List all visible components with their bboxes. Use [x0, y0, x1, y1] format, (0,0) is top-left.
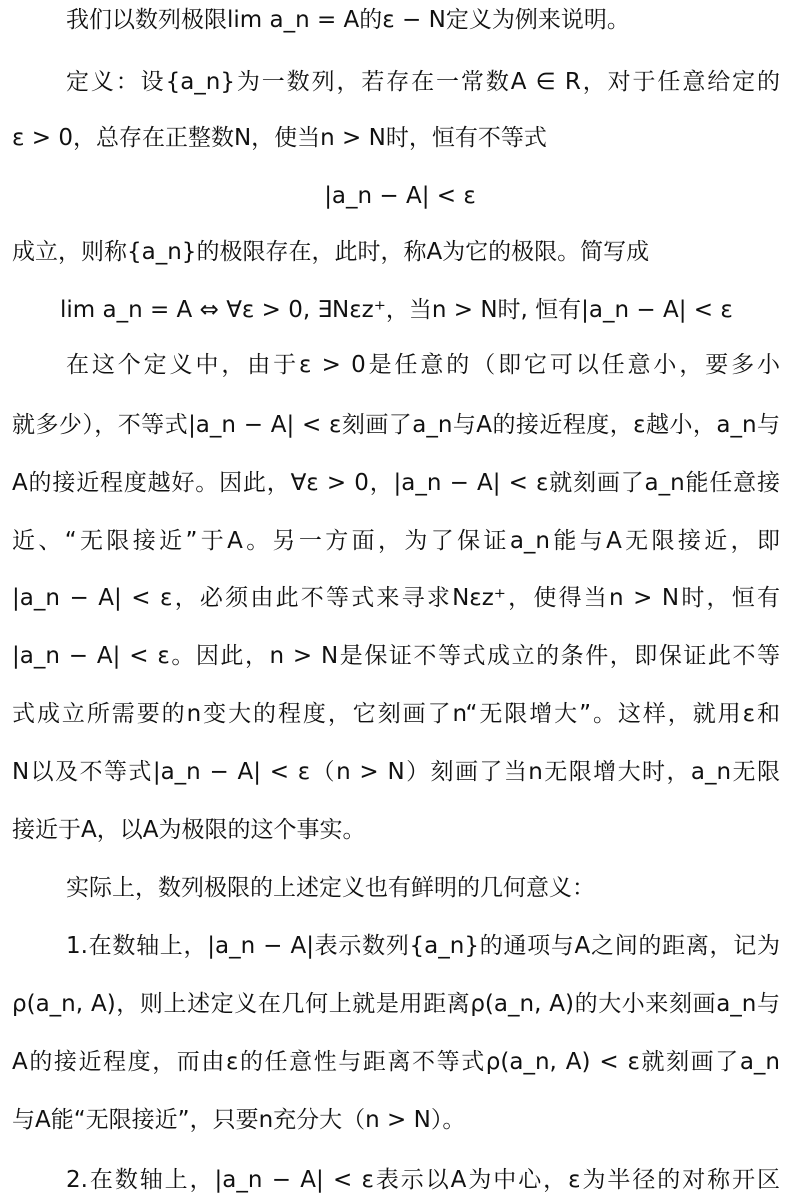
text-line-15: 1.在数轴上，|a_n − A|表示数列{a_n}的通项与A之间的距离，记为: [66, 933, 780, 959]
text-line-2: 定义：设{a_n}为一数列，若存在一常数A ∈ R，对于任意给定的: [66, 69, 780, 95]
formula-line-1: |a_n − A| < ε: [324, 183, 476, 209]
text-line-19: 2.在数轴上，|a_n − A| < ε表示以A为中心，ε为半径的对称开区: [66, 1167, 780, 1193]
text-line-17: A的接近程度，而由ε的任意性与距离不等式ρ(a_n, A) < ε就刻画了a_n: [12, 1049, 780, 1075]
text-line-12: N以及不等式|a_n − A| < ε（n > N）刻画了当n无限增大时，a_n无限: [12, 759, 780, 785]
text-line-18: 与A能“无限接近”，只要n充分大（n > N）。: [12, 1107, 466, 1133]
text-line-1: 我们以数列极限lim a_n = A的ε − N定义为例来说明。: [66, 7, 630, 33]
text-line-8: 近、“无限接近”于A。另一方面，为了保证a_n能与A无限接近，即: [12, 528, 780, 554]
text-line-4: 成立，则称{a_n}的极限存在，此时，称A为它的极限。简写成: [12, 239, 650, 265]
formula-line-2: lim a_n = A ⇔ ∀ε > 0, ∃Nεz⁺，当n > N时, 恒有|a_n − A| < ε: [60, 297, 733, 323]
text-line-3: ε > 0，总存在正整数N，使当n > N时，恒有不等式: [12, 125, 547, 151]
text-line-13: 接近于A，以A为极限的这个事实。: [12, 817, 366, 843]
text-line-5: 在这个定义中，由于ε > 0是任意的（即它可以任意小，要多小: [66, 352, 780, 378]
text-line-6: 就多少），不等式|a_n − A| < ε刻画了a_n与A的接近程度，ε越小，a_n与: [12, 412, 780, 438]
text-line-10: |a_n − A| < ε。因此，n > N是保证不等式成立的条件，即保证此不等: [12, 643, 780, 669]
text-line-14: 实际上，数列极限的上述定义也有鲜明的几何意义：: [66, 875, 595, 901]
text-line-11: 式成立所需要的n变大的程度，它刻画了n“无限增大”。这样，就用ε和: [12, 701, 780, 727]
text-line-9: |a_n − A| < ε，必须由此不等式来寻求Nεz⁺，使得当n > N时，恒有: [12, 585, 780, 611]
text-line-16: ρ(a_n, A)，则上述定义在几何上就是用距离ρ(a_n, A)的大小来刻画a_n与: [12, 991, 780, 1017]
text-line-7: A的接近程度越好。因此，∀ε > 0，|a_n − A| < ε就刻画了a_n能任意接: [12, 470, 780, 496]
